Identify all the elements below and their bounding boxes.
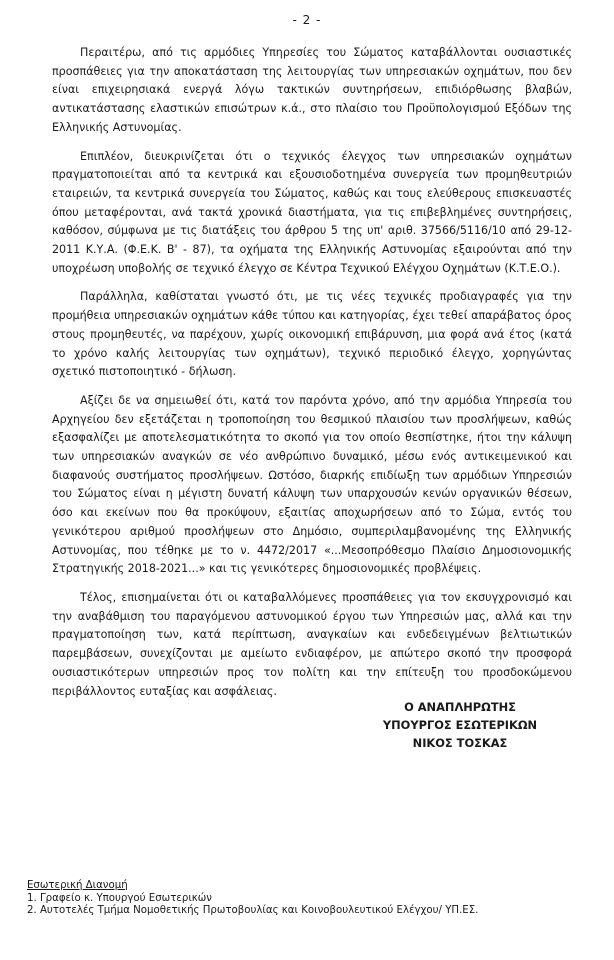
signature-name: ΝΙΚΟΣ ΤΟΣΚΑΣ — [412, 736, 508, 750]
distribution-title: Εσωτερική Διανομή — [27, 880, 128, 891]
signature-office: ΥΠΟΥΡΓΟΣ ΕΣΩΤΕΡΙΚΩΝ — [382, 718, 538, 732]
paragraph-5: Τέλος, επισημαίνεται ότι οι καταβαλλόμενες προσπάθειες για τον εκσυγχρονισμό και την αναβάθμιση του παραγόμενου αστυνομικού έργου των Υπηρεσιών μας, αλλά και την πραγματοποίηση των, κατά περίπτωση, αναγκαίων και ενδεδειγμένων βελτιωτικών παρεμβάσεων, συνεχίζονται με αμείωτο ενδιαφέρον, με απώτερο σκοπό την προσφορά ουσιαστικότερων υπηρεσιών προς τον πολίτη και την επίτευξη του προσδοκώμενου περιβάλλοντος ευταξίας και ασφάλειας. — [52, 590, 572, 698]
document-body — [52, 44, 572, 711]
signature-title: Ο ΑΝΑΠΛΗΡΩΤΗΣ — [404, 700, 516, 714]
paragraph-4: Αξίζει δε να σημειωθεί ότι, κατά τον παρόντα χρόνο, από την αρμόδια Υπηρεσία του Αρχηγείου δεν εξετάζεται η τροποποίηση του θεσμικού πλαισίου των προσλήψεων, καθώς εξασφαλίζει με αποτελεσματικότητα το σκοπό για τον οποίο θεσπίστηκε, ήτοι την κάλυψη των υπηρεσιακών αναγκών σε νέο ανθρώπινο δυναμικό, μέσω ενός αντικειμενικού και διαφανούς συστήματος προσλήψεων. Ωστόσο, διαρκής επιδίωξη των αρμόδιων Υπηρεσιών του Σώματος είναι η μέγιστη δυνατή κάλυψη των υπαρχουσών κενών οργανικών θέσεων, όσο και εκείνων που θα προκύψουν, εξαιτίας αποχωρήσεων από το Σώμα, εντός του γενικότερου αριθμού προσλήψεων στο Δημόσιο, συμπεριλαμβανομένης της Ελληνικής Αστυνομίας, που τέθηκε με το ν. 4472/2017 «...Μεσοπρόθεσμο Πλαίσιο Δημοσιονομικής Στρατηγικής 2018-2021...» και τις γενικότερες δημοσιονομικές προβλέψεις. — [52, 393, 572, 576]
paragraph-3: Παράλληλα, καθίσταται γνωστό ότι, με τις νέες τεχνικές προδιαγραφές για την προμήθεια υπηρεσιακών οχημάτων κάθε τύπου και κατηγορίας, έχει τεθεί απαράβατος όρος στους προμηθευτές, να παρέχουν, χωρίς οικονομική επιβάρυνση, μια φορά ανά έτος (κατά το χρόνο καλής λειτουργίας των οχημάτων), τεχνικό περιοδικό έλεγχο, χορηγώντας σχετικό πιστοποιητικό - δήλωση. — [52, 290, 572, 379]
paragraph-1: Περαιτέρω, από τις αρμόδιες Υπηρεσίες του Σώματος καταβάλλονται ουσιαστικές προσπάθειες για την αποκατάσταση της λειτουργίας των υπηρεσιακών οχημάτων, που δεν είναι επιχειρησιακά ενεργά λόγω τακτικών συντηρήσεων, επιδιόρθωσης βλαβών, αντικατάστασης ελαστικών επισώτρων κ.ά., στο πλαίσιο του Προϋπολογισμού Εξόδων της Ελληνικής Αστυνομίας. — [52, 46, 572, 134]
distribution-item: 1. Γραφείο κ. Υπουργού Εσωτερικών — [27, 892, 212, 904]
page-number: - 2 - — [292, 13, 322, 27]
paragraph-2: Επιπλέον, διευκρινίζεται ότι ο τεχνικός έλεγχος των υπηρεσιακών οχημάτων πραγματοποιείται από τα κεντρικά και εξουσιοδοτημένα συνεργεία των προμηθευτριών εταιρειών, τα κεντρικά συνεργεία του Σώματος, καθώς και τους ελεύθερους επισκευαστές όπου μεταφέρονται, ανά τακτά χρονικά διαστήματα, για τις επιβεβλημένες συντηρήσεις, καθόσον, σύμφωνα με τις διατάξεις του άρθρου 5 της υπ' αριθ. 37566/5116/10 από 29-12-2011 Κ.Υ.Α. (Φ.Ε.Κ. Β' - 87), τα οχήματα της Ελληνικής Αστυνομίας εξαιρούνται από την υποχρέωση υποβολής σε τεχνικό έλεγχο σε Κέντρα Τεχνικού Ελέγχου Οχημάτων (Κ.Τ.Ε.Ο.). — [52, 149, 572, 275]
distribution-item: 2. Αυτοτελές Τμήμα Νομοθετικής Πρωτοβουλίας και Κοινοβουλευτικού Ελέγχου/ ΥΠ.ΕΣ. — [27, 905, 479, 917]
internal-distribution — [27, 880, 597, 918]
signature-block — [370, 698, 550, 752]
